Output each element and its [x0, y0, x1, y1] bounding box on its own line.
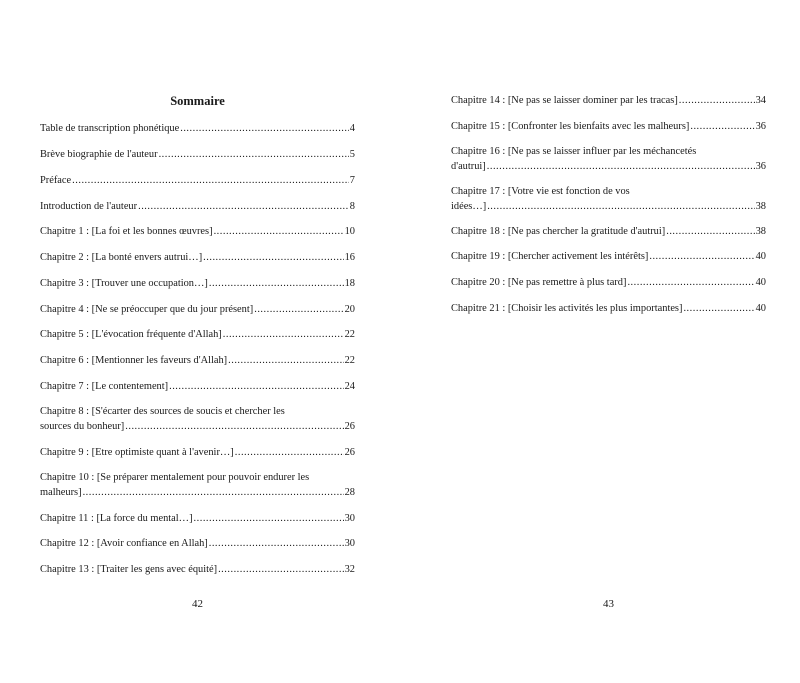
toc-entry-text: idées…] — [451, 201, 487, 212]
leader-dots — [627, 275, 754, 290]
toc-entry — [40, 562, 355, 577]
leader-dots — [214, 224, 344, 239]
leader-dots — [72, 173, 349, 188]
leader-dots — [83, 485, 344, 500]
toc-entry-page: 34 — [755, 95, 766, 106]
leader-dots — [159, 147, 349, 162]
toc-entry — [40, 302, 355, 317]
leader-dots — [180, 121, 349, 136]
leader-dots — [203, 250, 343, 265]
toc-entry-page: 36 — [755, 121, 766, 132]
toc-entry — [40, 511, 355, 526]
leader-dots — [209, 536, 344, 551]
toc-entry-page: 7 — [349, 175, 355, 186]
toc-entry — [451, 301, 766, 316]
toc-entry-text: Chapitre 14 : [Ne pas se laisser dominer par les tracas] — [451, 95, 678, 106]
toc-entry — [40, 224, 355, 239]
leader-dots — [254, 302, 343, 317]
toc-entry — [451, 275, 766, 290]
toc-entry-text: Chapitre 9 : [Etre optimiste quant à l'avenir…] — [40, 447, 234, 458]
page-number: 43 — [603, 598, 614, 610]
toc-entry-text: Chapitre 5 : [L'évocation fréquente d'Allah] — [40, 329, 222, 340]
toc-entry-text: Brève biographie de l'auteur — [40, 149, 158, 160]
leader-dots — [690, 119, 754, 134]
leader-dots — [125, 419, 343, 434]
toc-entry-page: 30 — [344, 513, 355, 524]
toc-entry — [40, 404, 355, 434]
toc-entry-page: 20 — [344, 304, 355, 315]
leader-dots — [138, 199, 349, 214]
toc-entry-page: 30 — [344, 538, 355, 549]
toc-entry-page: 22 — [344, 355, 355, 366]
toc-entry — [40, 353, 355, 368]
toc-entry-page: 32 — [344, 564, 355, 575]
toc-entry-text: sources du bonheur] — [40, 421, 125, 432]
toc-entry-text: Chapitre 15 : [Confronter les bienfaits avec les malheurs] — [451, 121, 690, 132]
toc-entry-text: Chapitre 12 : [Avoir confiance en Allah] — [40, 538, 208, 549]
toc-entry — [40, 470, 355, 500]
toc-entry-page: 38 — [755, 201, 766, 212]
toc-entry — [451, 93, 766, 108]
toc-entry-text: Chapitre 4 : [Ne se préoccuper que du jour présent] — [40, 304, 254, 315]
toc-entry-text: Chapitre 3 : [Trouver une occupation…] — [40, 278, 208, 289]
toc-entry — [40, 536, 355, 551]
leader-dots — [235, 445, 344, 460]
leader-dots — [194, 511, 344, 526]
toc-entry-page: 8 — [349, 201, 355, 212]
toc-entry-page: 5 — [349, 149, 355, 160]
toc-entry — [451, 224, 766, 239]
toc-entry-line1: Chapitre 8 : [S'écarter des sources de soucis et chercher les — [40, 406, 285, 417]
toc-entry-text: Chapitre 19 : [Chercher activement les intérêts] — [451, 251, 649, 262]
toc-entry-text: Chapitre 11 : [La force du mental…] — [40, 513, 193, 524]
leader-dots — [223, 327, 344, 342]
toc-entry-text: Chapitre 7 : [Le contentement] — [40, 381, 169, 392]
toc-entry-page: 24 — [344, 381, 355, 392]
leader-dots — [649, 249, 754, 264]
toc-entry — [40, 327, 355, 342]
toc-entry — [40, 445, 355, 460]
toc-entry-page: 40 — [755, 251, 766, 262]
toc-entry-text: Table de transcription phonétique — [40, 123, 180, 134]
toc-entry-line1: Chapitre 17 : [Votre vie est fonction de vos — [451, 186, 630, 197]
toc-entry — [40, 379, 355, 394]
leader-dots — [218, 562, 344, 577]
toc-entry-text: Introduction de l'auteur — [40, 201, 138, 212]
toc-entry-page: 16 — [344, 252, 355, 263]
toc-entry — [40, 121, 355, 136]
toc-entry-text: Préface — [40, 175, 72, 186]
toc-entry-text: d'autrui] — [451, 161, 486, 172]
toc-entry-page: 26 — [344, 421, 355, 432]
toc-entry — [451, 119, 766, 134]
toc-entry-text: Chapitre 2 : [La bonté envers autrui…] — [40, 252, 203, 263]
toc-entry-line1: Chapitre 10 : [Se préparer mentalement pour pouvoir endurer les — [40, 472, 310, 483]
toc-entry-page: 10 — [344, 226, 355, 237]
toc-entry-text: Chapitre 21 : [Choisir les activités les plus importantes] — [451, 303, 683, 314]
toc-entry-text: Chapitre 18 : [Ne pas chercher la gratitude d'autrui] — [451, 226, 666, 237]
toc-entry-page: 18 — [344, 278, 355, 289]
toc-entry — [451, 144, 766, 174]
toc-title: Sommaire — [170, 94, 225, 108]
toc-entry-page: 26 — [344, 447, 355, 458]
leader-dots — [228, 353, 343, 368]
toc-entry — [40, 250, 355, 265]
toc-entry-text: malheurs] — [40, 487, 82, 498]
toc-entry — [40, 199, 355, 214]
toc-entry-text: Chapitre 6 : [Mentionner les faveurs d'Allah] — [40, 355, 228, 366]
toc-entry — [40, 147, 355, 162]
toc-entry-page: 22 — [344, 329, 355, 340]
toc-entry-page: 40 — [755, 303, 766, 314]
toc-entry — [40, 276, 355, 291]
toc-entry-line1: Chapitre 16 : [Ne pas se laisser influer par les méchancetés — [451, 146, 697, 157]
leader-dots — [683, 301, 754, 316]
toc-entry-text: Chapitre 13 : [Traiter les gens avec équité] — [40, 564, 218, 575]
toc-entry-page: 36 — [755, 161, 766, 172]
leader-dots — [209, 276, 344, 291]
leader-dots — [679, 93, 755, 108]
toc-entry-text: Chapitre 20 : [Ne pas remettre à plus tard] — [451, 277, 627, 288]
toc-entry-page: 38 — [755, 226, 766, 237]
toc-entry-page: 28 — [344, 487, 355, 498]
leader-dots — [169, 379, 344, 394]
toc-entry-page: 40 — [755, 277, 766, 288]
toc-entry — [451, 249, 766, 264]
toc-entry-text: Chapitre 1 : [La foi et les bonnes œuvres] — [40, 226, 213, 237]
leader-dots — [666, 224, 754, 239]
toc-entry — [40, 173, 355, 188]
leader-dots — [487, 159, 755, 174]
toc-entry — [451, 184, 766, 214]
toc-entry-page: 4 — [349, 123, 355, 134]
page-number: 42 — [192, 598, 203, 610]
leader-dots — [487, 199, 754, 214]
